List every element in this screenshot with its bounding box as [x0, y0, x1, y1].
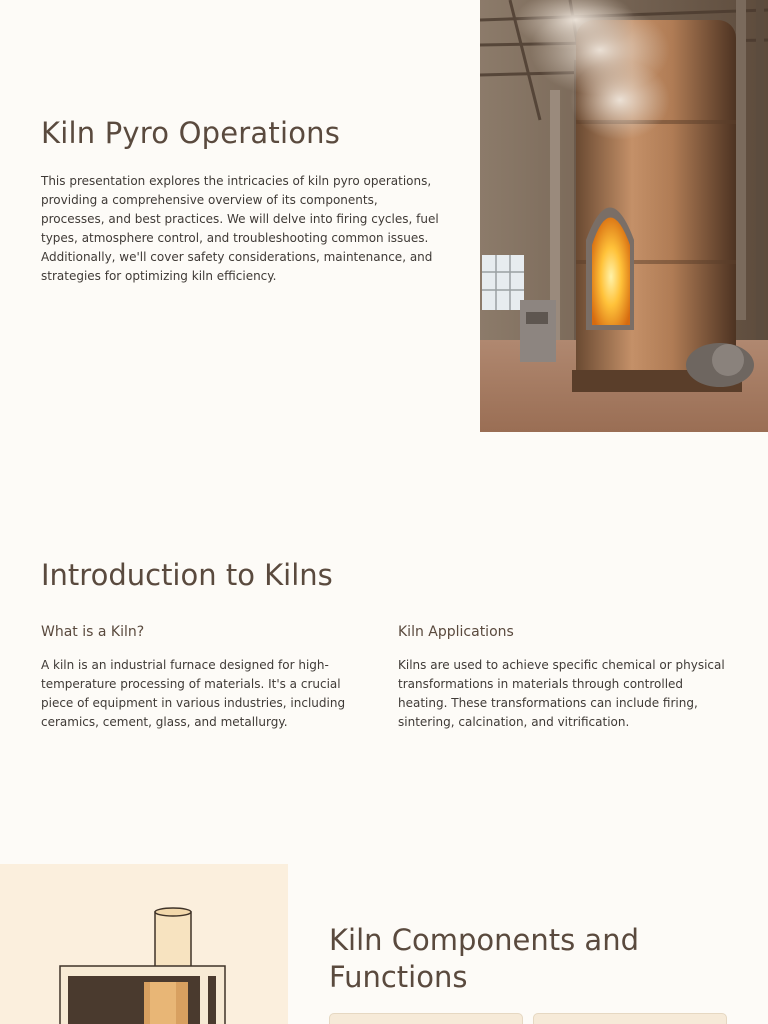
column-heading: What is a Kiln? [41, 624, 145, 640]
kiln-illustration [0, 864, 288, 1024]
column-heading: Kiln Applications [398, 624, 514, 640]
component-card [329, 1013, 523, 1024]
intro-title: Introduction to Kilns [41, 558, 333, 592]
hero-description: This presentation explores the intricacies of kiln pyro operations, providing a comprehensive overview of its components, processes, and best practices. We will delve into firing cycles, fuel types, atmosphere control, and troubleshooting common issues. Additionally, we'll cover safety considerations, maintenance, and strategies for optimizing kiln efficiency. [41, 174, 439, 283]
column-text: A kiln is an industrial furnace designed for high-temperature processing of materials. It's a crucial piece of equipment in various industries, including ceramics, cement, glass, and metallurgy. [41, 658, 346, 729]
column-text: Kilns are used to achieve specific chemical or physical transformations in materials through controlled heating. These transformations can include firing, sintering, calcination, and vitrification. [398, 658, 725, 729]
components-title: Kiln Components and Functions [329, 923, 639, 994]
page-title: Kiln Pyro Operations [41, 116, 341, 150]
component-card [533, 1013, 727, 1024]
kiln-photo [480, 0, 768, 432]
